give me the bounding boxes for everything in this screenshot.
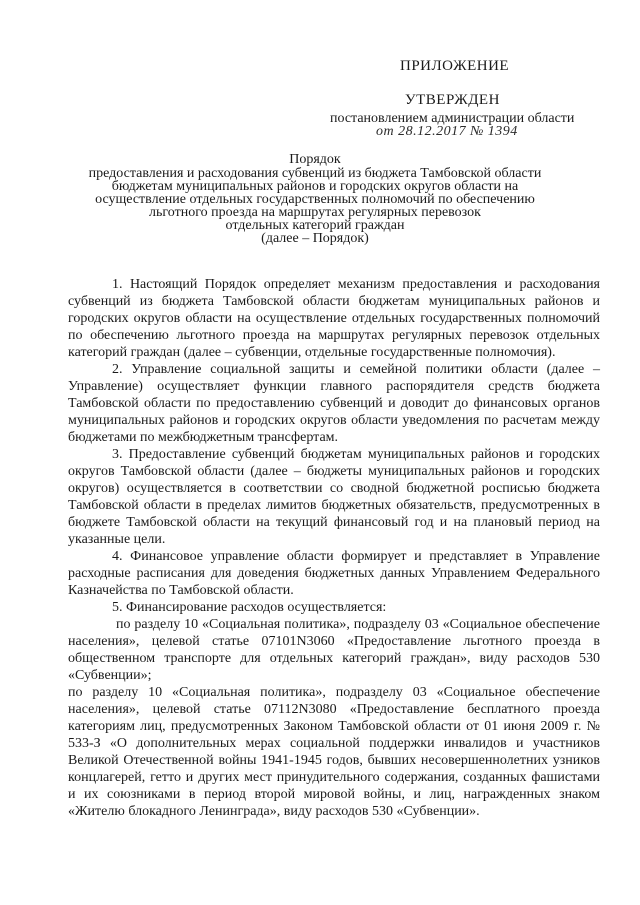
document-title [80, 153, 550, 245]
paragraph-5: 5. Финансирование расходов осуществляется: [112, 600, 387, 615]
approved-heading: УТВЕРЖДЕН [405, 92, 500, 108]
approved-by-line: постановлением администрации области [330, 111, 575, 126]
paragraph-3: 3. Предоставление субвенций бюджетам муниципальных районов и городских округов Тамбовской области (далее – бюджеты муниципальных районов и городских округов) осуществляется в соответствии со сводной бюджетной росписью бюджета Тамбовской области в пределах лимитов бюджетных обязательств, предусмотренных в бюджете Тамбовской области на текущий финансовый год и на плановый период на указанные цели. [68, 447, 600, 547]
title-name: Порядок [289, 152, 341, 167]
title-line: предоставления и расходования субвенций из бюджета Тамбовской области [88, 166, 542, 181]
appendix-heading: ПРИЛОЖЕНИЕ [400, 58, 510, 74]
paragraph-4: 4. Финансовое управление области формирует и представляет в Управление расходные расписания для доведения бюджетных данных Управлением Федерального Казначейства по Тамбовской области. [68, 549, 600, 598]
title-line: льготного проезда на маршрутах регулярных перевозок [149, 205, 481, 220]
title-line: (далее – Порядок) [261, 231, 369, 246]
handwritten-date-number: от 28.12.2017 № 1394 [376, 124, 518, 139]
paragraph-1: 1. Настоящий Порядок определяет механизм предоставления и расходования субвенций из бюджета Тамбовской области бюджетам муниципальных районов и городских округов области на осуществление отдельных государственных полномочий по обеспечению льготного проезда на маршрутах регулярных перевозок отдельных категорий граждан (далее – субвенции, отдельные государственные полномочия). [68, 277, 600, 360]
document-body [68, 276, 600, 820]
paragraph-5-item-2: по разделу 10 «Социальная политика», подразделу 03 «Социальное обеспечение населения», целевой статье 07112N3080 «Предоставление бесплатного проезда категориям лиц, предусмотренных Законом Тамбовской области от 01 июня 2009 г. № 533-З «О дополнительных мерах социальной поддержки инвалидов и участников Великой Отечественной войны 1941-1945 годов, бывших несовершеннолетних узников концлагерей, гетто и других мест принудительного содержания, созданных фашистами и их союзниками в период второй мировой войны, и лиц, награжденных знаком «Жителю блокадного Ленинграда», виду расходов 530 «Субвенции». [68, 685, 600, 819]
title-line: бюджетам муниципальных районов и городских округов области на [111, 179, 519, 194]
paragraph-5-item-1: по разделу 10 «Социальная политика», подразделу 03 «Социальное обеспечение населения», целевой статье 07101N3060 «Предоставление льготного проезда в общественном транспорте для отдельных категорий граждан», виду расходов 530 «Субвенции»; [68, 617, 600, 683]
paragraph-2: 2. Управление социальной защиты и семейной политики области (далее – Управление) осуществляет функции главного распорядителя средств бюджета Тамбовской области по предоставлению субвенций и доводит до финансовых органов муниципальных районов и городских округов области уведомления по расчетам между бюджетами по межбюджетным трансфертам. [68, 362, 600, 445]
title-line: отдельных категорий граждан [225, 218, 405, 233]
title-line: осуществление отдельных государственных полномочий по обеспечению [95, 192, 535, 207]
